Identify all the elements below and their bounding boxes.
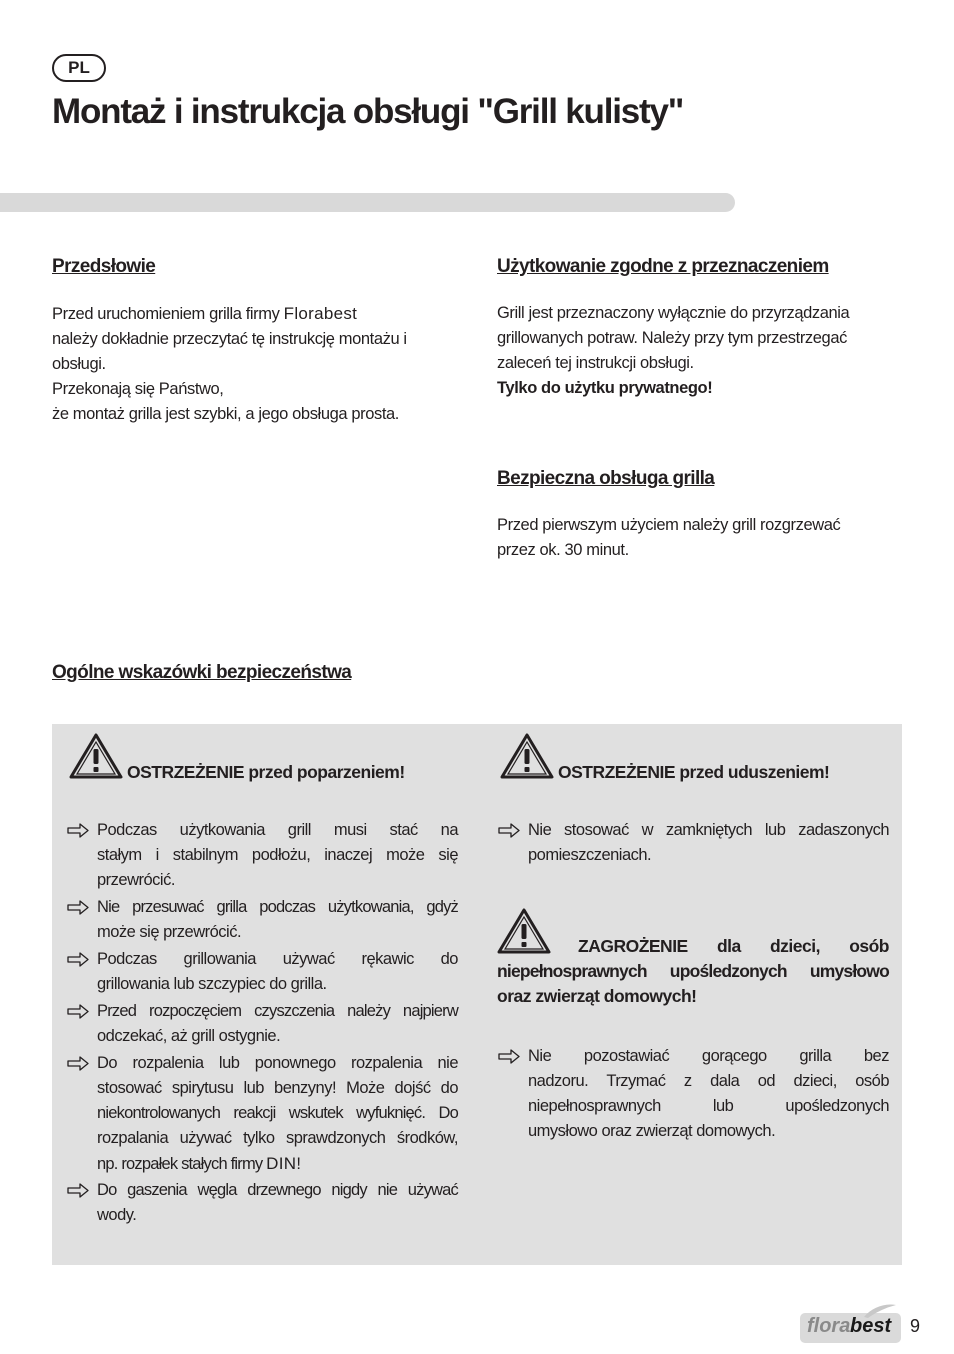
list-item — [66, 818, 458, 893]
burn-warning-title: OSTRZEŻENIE przed poparzeniem! — [127, 762, 405, 782]
preface-heading: Przedsłowie — [52, 256, 156, 277]
list-item-line: odczekać, aż grill ostygnie. — [97, 1027, 281, 1045]
brand-name: Florabest — [283, 304, 358, 323]
arrow-right-icon — [66, 1051, 90, 1076]
list-item-line: grillowania lub szczypiec do grilla. — [97, 975, 327, 993]
general-safety-heading: Ogólne wskazówki bezpieczeństwa — [52, 662, 352, 683]
safe-use-line-2: przez ok. 30 minut. — [497, 541, 629, 559]
arrow-right-icon — [497, 818, 521, 843]
list-item-line: Do rozpalenia lub ponownego rozpalenia nie — [97, 1054, 458, 1072]
list-item-line: przewrócić. — [97, 871, 175, 889]
arrow-right-icon — [66, 947, 90, 972]
list-item-line: stałym i stabilnym podłożu, inaczej może się — [97, 846, 458, 864]
page-number: 9 — [910, 1316, 921, 1336]
warning-triangle-icon — [69, 733, 123, 779]
safe-use-heading: Bezpieczna obsługa grilla — [497, 468, 715, 489]
list-item-line: niekontrolowanych reakcji wskutek wyfuknięć. Do — [97, 1104, 458, 1122]
intended-use-heading: Użytkowanie zgodne z przeznaczeniem — [497, 256, 829, 277]
list-item-line: Przed rozpoczęciem czyszczenia należy najpierw — [97, 1002, 458, 1020]
list-item — [66, 1051, 458, 1177]
arrow-right-icon — [66, 1178, 90, 1203]
preface-line-2: należy dokładnie przeczytać tę instrukcję montażu i — [52, 330, 407, 348]
din-brand: DIN — [266, 1154, 297, 1173]
list-item-line: Do gaszenia węgla drzewnego nigdy nie używać — [97, 1181, 458, 1199]
list-item-line: może się przewrócić. — [97, 923, 242, 941]
logo-text-flora: flora — [807, 1315, 851, 1337]
safe-use-text — [497, 513, 902, 563]
suffocation-warning-title: OSTRZEŻENIE przed uduszeniem! — [558, 762, 830, 782]
arrow-right-icon — [66, 895, 90, 920]
private-use-note: Tylko do użytku prywatnego! — [497, 379, 713, 397]
children-hazard-line-3: oraz zwierząt domowych! — [497, 986, 697, 1006]
language-badge: PL — [52, 54, 106, 82]
list-item-line: stosować spirytusu lub benzyny! Może dojść do — [97, 1079, 458, 1097]
list-item — [497, 1044, 889, 1144]
warning-triangle-icon — [497, 908, 551, 954]
page-title: Montaż i instrukcja obsługi "Grill kulisty" — [52, 92, 684, 131]
list-item — [66, 947, 458, 997]
arrow-right-icon — [66, 818, 90, 843]
list-item-line: ! — [296, 1155, 301, 1173]
list-item — [66, 895, 458, 945]
warning-triangle-icon — [500, 733, 554, 779]
intended-use-line-2: grillowanych potraw. Należy przy tym przestrzegać — [497, 329, 847, 347]
list-item-line: Podczas użytkowania grill musi stać na — [97, 821, 458, 839]
preface-line-1: Przed uruchomieniem grilla firmy — [52, 305, 284, 323]
list-item — [66, 999, 458, 1049]
safe-use-line-1: Przed pierwszym użyciem należy grill rozgrzewać — [497, 516, 841, 534]
children-hazard-title: ZAGROŻENIE dla dzieci, osób — [578, 936, 889, 956]
intended-use-text — [497, 301, 902, 401]
intended-use-line-1: Grill jest przeznaczony wyłącznie do przyrządzania — [497, 304, 850, 322]
preface-line-4: Przekonają się Państwo, — [52, 380, 224, 398]
list-item-line: wody. — [97, 1206, 137, 1224]
children-hazard-line-2: niepełnosprawnych upośledzonych umysłowo — [497, 961, 889, 981]
preface-line-5: że montaż grilla jest szybki, a jego obsługa prosta. — [52, 405, 399, 423]
preface-line-3: obsługi. — [52, 355, 106, 373]
list-item-line: nadzoru. Trzymać z dala od dzieci, osób — [528, 1072, 889, 1090]
list-item-line: Nie pozostawiać gorącego grilla bez — [528, 1047, 889, 1065]
list-item-line: rozpalania używać tylko sprawdzonych środków, — [97, 1129, 458, 1147]
list-item — [497, 818, 889, 868]
florabest-logo — [800, 1313, 901, 1343]
arrow-right-icon — [66, 999, 90, 1024]
list-item-line: Nie przesuwać grilla podczas użytkowania, gdyż — [97, 898, 458, 916]
intended-use-line-3: zaleceń tej instrukcji obsługi. — [497, 354, 694, 372]
list-item-line: umysłowo oraz zwierząt domowych. — [528, 1122, 776, 1140]
logo-text-best: best — [850, 1315, 892, 1337]
list-item-line: pomieszczeniach. — [528, 846, 652, 864]
arrow-right-icon — [497, 1044, 521, 1069]
list-item-line: Podczas grillowania używać rękawic do — [97, 950, 458, 968]
list-item — [66, 1178, 458, 1228]
title-divider-bar — [0, 193, 735, 212]
list-item-line: np. rozpałek stałych firmy — [97, 1155, 267, 1173]
list-item-line: Nie stosować w zamkniętych lub zadaszonych — [528, 821, 889, 839]
preface-text — [52, 301, 458, 427]
list-item-line: niepełnosprawnych lub upośledzonych — [528, 1097, 889, 1115]
